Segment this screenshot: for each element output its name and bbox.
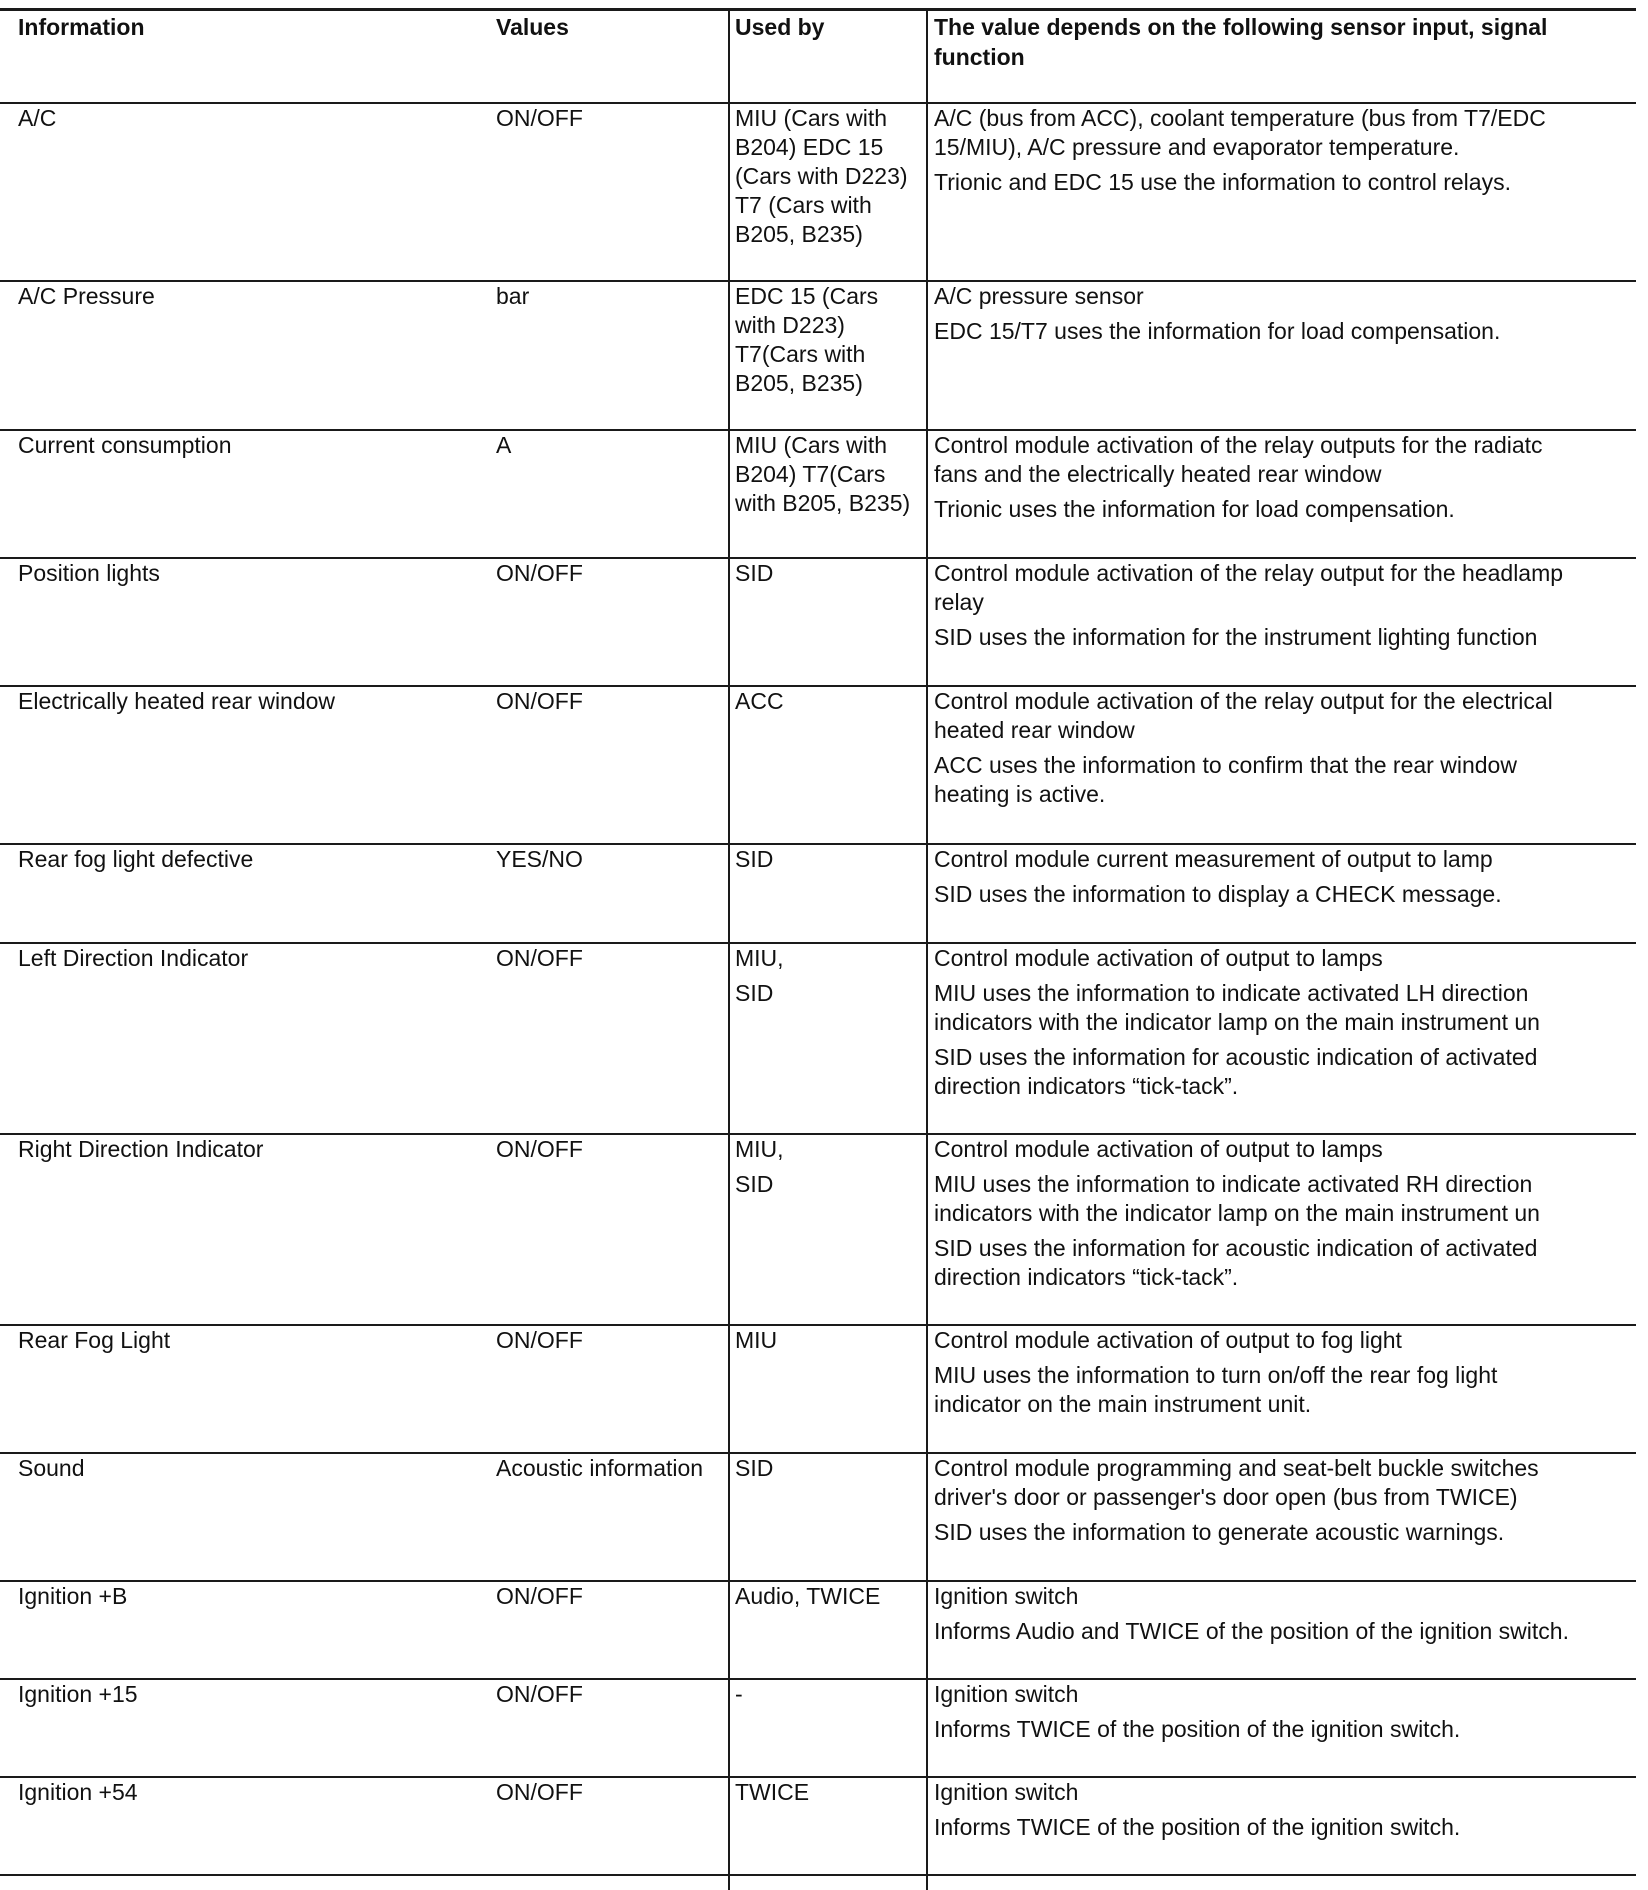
depends-line: Control module activation of output to lamps: [934, 1136, 1383, 1162]
cell-used-by: [735, 1326, 926, 1355]
depends-line: heated rear window: [934, 717, 1135, 743]
cell-information: Rear fog light defective: [18, 846, 254, 872]
depends-paragraph: [934, 687, 1638, 745]
cell-used-by: [735, 1680, 926, 1709]
used-by-line: SID: [735, 980, 774, 1006]
cell-information: A/C Pressure: [18, 283, 155, 309]
cell-information: Current consumption: [18, 432, 232, 458]
depends-paragraph: [934, 317, 1638, 346]
cell-information: Position lights: [18, 560, 160, 586]
depends-line: A/C (bus from ACC), coolant temperature (bus from T7/EDC: [934, 105, 1546, 131]
depends-paragraph: [934, 1361, 1638, 1419]
cell-used-by: [735, 431, 926, 518]
depends-paragraph: [934, 1715, 1638, 1744]
depends-paragraph: [934, 559, 1638, 617]
depends-paragraph: [934, 1582, 1638, 1611]
row-rule: [0, 1452, 1636, 1454]
cell-information: Left Direction Indicator: [18, 945, 249, 971]
depends-paragraph: [934, 1454, 1638, 1512]
depends-line: direction indicators “tick-tack”.: [934, 1264, 1239, 1290]
header-depends-line-1: The value depends on the following sensor input, signal: [934, 14, 1548, 40]
depends-line: MIU uses the information to indicate activated RH direction: [934, 1171, 1533, 1197]
used-by-line: MIU (Cars with: [735, 105, 888, 131]
depends-paragraph: [934, 751, 1638, 809]
cell-values: A: [496, 432, 512, 458]
depends-line: Ignition switch: [934, 1779, 1079, 1805]
cell-information: Right Direction Indicator: [18, 1136, 264, 1162]
cell-depends: [934, 1680, 1638, 1744]
cell-values: ON/OFF: [496, 945, 583, 971]
row-rule: [0, 942, 1636, 944]
cell-depends: [934, 559, 1638, 652]
used-by-line: MIU,: [735, 945, 784, 971]
cell-used-by: [735, 1454, 926, 1483]
used-by-line: with D223): [735, 312, 845, 338]
cell-depends: [934, 1454, 1638, 1547]
cell-information: Sound: [18, 1455, 85, 1481]
depends-paragraph: [934, 880, 1638, 909]
column-divider-depends: [926, 8, 928, 1890]
depends-line: A/C pressure sensor: [934, 283, 1144, 309]
header-information: Information: [18, 14, 145, 40]
row-rule: [0, 429, 1636, 431]
used-by-line: EDC 15 (Cars: [735, 283, 879, 309]
table-top-rule: [0, 8, 1636, 11]
cell-used-by: [735, 845, 926, 874]
cell-values: bar: [496, 283, 530, 309]
depends-paragraph: [934, 104, 1638, 162]
depends-paragraph: [934, 1135, 1638, 1164]
used-by-line: T7 (Cars with: [735, 192, 872, 218]
depends-paragraph: [934, 1617, 1638, 1646]
depends-line: Informs TWICE of the position of the ignition switch.: [934, 1814, 1461, 1840]
depends-paragraph: [934, 845, 1638, 874]
cell-information: A/C: [18, 105, 57, 131]
cell-depends: [934, 687, 1638, 809]
depends-line: SID uses the information for acoustic indication of activated: [934, 1044, 1538, 1070]
cell-values: ON/OFF: [496, 560, 583, 586]
depends-line: ACC uses the information to confirm that the rear window: [934, 752, 1517, 778]
used-by-line: MIU (Cars with: [735, 432, 888, 458]
header-depends-line-2: function: [934, 44, 1025, 70]
used-by-line: SID: [735, 1171, 774, 1197]
cell-used-by: [735, 1582, 926, 1611]
cell-values: ON/OFF: [496, 1681, 583, 1707]
depends-paragraph: [934, 1518, 1638, 1547]
used-by-line: MIU: [735, 1327, 778, 1353]
header-used-by: Used by: [735, 14, 825, 40]
row-rule: [0, 557, 1636, 559]
used-by-line: MIU,: [735, 1136, 784, 1162]
depends-line: driver's door or passenger's door open (bus from TWICE): [934, 1484, 1518, 1510]
depends-line: indicators with the indicator lamp on the main instrument un: [934, 1009, 1540, 1035]
used-by-line: with B205, B235): [735, 490, 911, 516]
used-by-line: TWICE: [735, 1779, 810, 1805]
cell-values: ON/OFF: [496, 105, 583, 131]
used-by-line: SID: [735, 846, 774, 872]
row-rule: [0, 102, 1636, 104]
depends-line: Control module programming and seat-belt buckle switches: [934, 1455, 1539, 1481]
depends-paragraph: [934, 1813, 1638, 1842]
depends-line: 15/MIU), A/C pressure and evaporator temperature.: [934, 134, 1460, 160]
depends-paragraph: [934, 623, 1638, 652]
cell-values: ON/OFF: [496, 688, 583, 714]
cell-information: Ignition +15: [18, 1681, 138, 1707]
cell-depends: [934, 1778, 1638, 1842]
used-by-line: B205, B235): [735, 370, 863, 396]
row-rule: [0, 1874, 1636, 1876]
cell-depends: [934, 1582, 1638, 1646]
cell-values: ON/OFF: [496, 1583, 583, 1609]
cell-information: Ignition +B: [18, 1583, 128, 1609]
depends-line: Ignition switch: [934, 1583, 1079, 1609]
row-rule: [0, 1580, 1636, 1582]
cell-depends: [934, 104, 1638, 197]
depends-line: fans and the electrically heated rear window: [934, 461, 1382, 487]
depends-line: Trionic and EDC 15 use the information to control relays.: [934, 169, 1511, 195]
depends-line: Ignition switch: [934, 1681, 1079, 1707]
cell-used-by: [735, 687, 926, 716]
used-by-line: SID: [735, 560, 774, 586]
depends-paragraph: [934, 1778, 1638, 1807]
cell-used-by: [735, 104, 926, 249]
row-rule: [0, 1324, 1636, 1326]
used-by-line: (Cars with D223): [735, 163, 908, 189]
cell-depends: [934, 1135, 1638, 1292]
depends-line: Control module current measurement of output to lamp: [934, 846, 1493, 872]
cell-values: ON/OFF: [496, 1327, 583, 1353]
cell-used-by: [735, 282, 926, 398]
cell-depends: [934, 845, 1638, 909]
depends-paragraph: [934, 1170, 1638, 1228]
cell-used-by: [735, 944, 926, 1008]
cell-used-by: [735, 559, 926, 588]
column-divider-used-by: [728, 8, 730, 1890]
cell-values: ON/OFF: [496, 1779, 583, 1805]
used-by-line: Audio, TWICE: [735, 1583, 881, 1609]
depends-line: Trionic uses the information for load compensation.: [934, 496, 1455, 522]
cell-information: Ignition +54: [18, 1779, 138, 1805]
depends-paragraph: [934, 495, 1638, 524]
cell-depends: [934, 1326, 1638, 1419]
depends-line: EDC 15/T7 uses the information for load compensation.: [934, 318, 1501, 344]
depends-paragraph: [934, 431, 1638, 489]
cell-information: Rear Fog Light: [18, 1327, 171, 1353]
depends-line: Informs TWICE of the position of the ignition switch.: [934, 1716, 1461, 1742]
row-rule: [0, 685, 1636, 687]
used-by-line: T7(Cars with: [735, 341, 866, 367]
header-depends: [934, 12, 1634, 72]
depends-line: MIU uses the information to indicate activated LH direction: [934, 980, 1529, 1006]
used-by-line: B205, B235): [735, 221, 863, 247]
depends-paragraph: [934, 282, 1638, 311]
depends-paragraph: [934, 979, 1638, 1037]
depends-paragraph: [934, 1234, 1638, 1292]
depends-line: SID uses the information to generate acoustic warnings.: [934, 1519, 1505, 1545]
depends-line: indicator on the main instrument unit.: [934, 1391, 1312, 1417]
row-rule: [0, 843, 1636, 845]
used-by-line: ACC: [735, 688, 784, 714]
depends-line: relay: [934, 589, 984, 615]
depends-paragraph: [934, 168, 1638, 197]
depends-line: SID uses the information for the instrument lighting function: [934, 624, 1538, 650]
cell-depends: [934, 944, 1638, 1101]
used-by-line: B204) EDC 15: [735, 134, 884, 160]
used-by-line: B204) T7(Cars: [735, 461, 886, 487]
row-rule: [0, 1678, 1636, 1680]
cell-used-by: [735, 1135, 926, 1199]
depends-paragraph: [934, 1326, 1638, 1355]
depends-paragraph: [934, 944, 1638, 973]
cell-values: ON/OFF: [496, 1136, 583, 1162]
row-rule: [0, 1133, 1636, 1135]
cell-depends: [934, 431, 1638, 524]
depends-line: Control module activation of the relay output for the electrical: [934, 688, 1553, 714]
depends-line: Control module activation of the relay outputs for the radiatc: [934, 432, 1543, 458]
depends-paragraph: [934, 1043, 1638, 1101]
depends-line: Informs Audio and TWICE of the position of the ignition switch.: [934, 1618, 1569, 1644]
depends-line: SID uses the information to display a CHECK message.: [934, 881, 1502, 907]
depends-line: MIU uses the information to turn on/off the rear fog light: [934, 1362, 1498, 1388]
header-values: Values: [496, 14, 569, 40]
cell-values: YES/NO: [496, 846, 583, 872]
depends-line: Control module activation of the relay output for the headlamp: [934, 560, 1564, 586]
depends-line: direction indicators “tick-tack”.: [934, 1073, 1239, 1099]
depends-line: SID uses the information for acoustic indication of activated: [934, 1235, 1538, 1261]
row-rule: [0, 1776, 1636, 1778]
used-by-line: SID: [735, 1455, 774, 1481]
depends-paragraph: [934, 1680, 1638, 1709]
depends-line: heating is active.: [934, 781, 1106, 807]
used-by-line: -: [735, 1681, 743, 1707]
cell-information: Electrically heated rear window: [18, 688, 336, 714]
cell-depends: [934, 282, 1638, 346]
row-rule: [0, 280, 1636, 282]
depends-line: Control module activation of output to lamps: [934, 945, 1383, 971]
cell-used-by: [735, 1778, 926, 1807]
cell-values: Acoustic information: [496, 1455, 704, 1481]
depends-line: indicators with the indicator lamp on the main instrument un: [934, 1200, 1540, 1226]
depends-line: Control module activation of output to fog light: [934, 1327, 1402, 1353]
